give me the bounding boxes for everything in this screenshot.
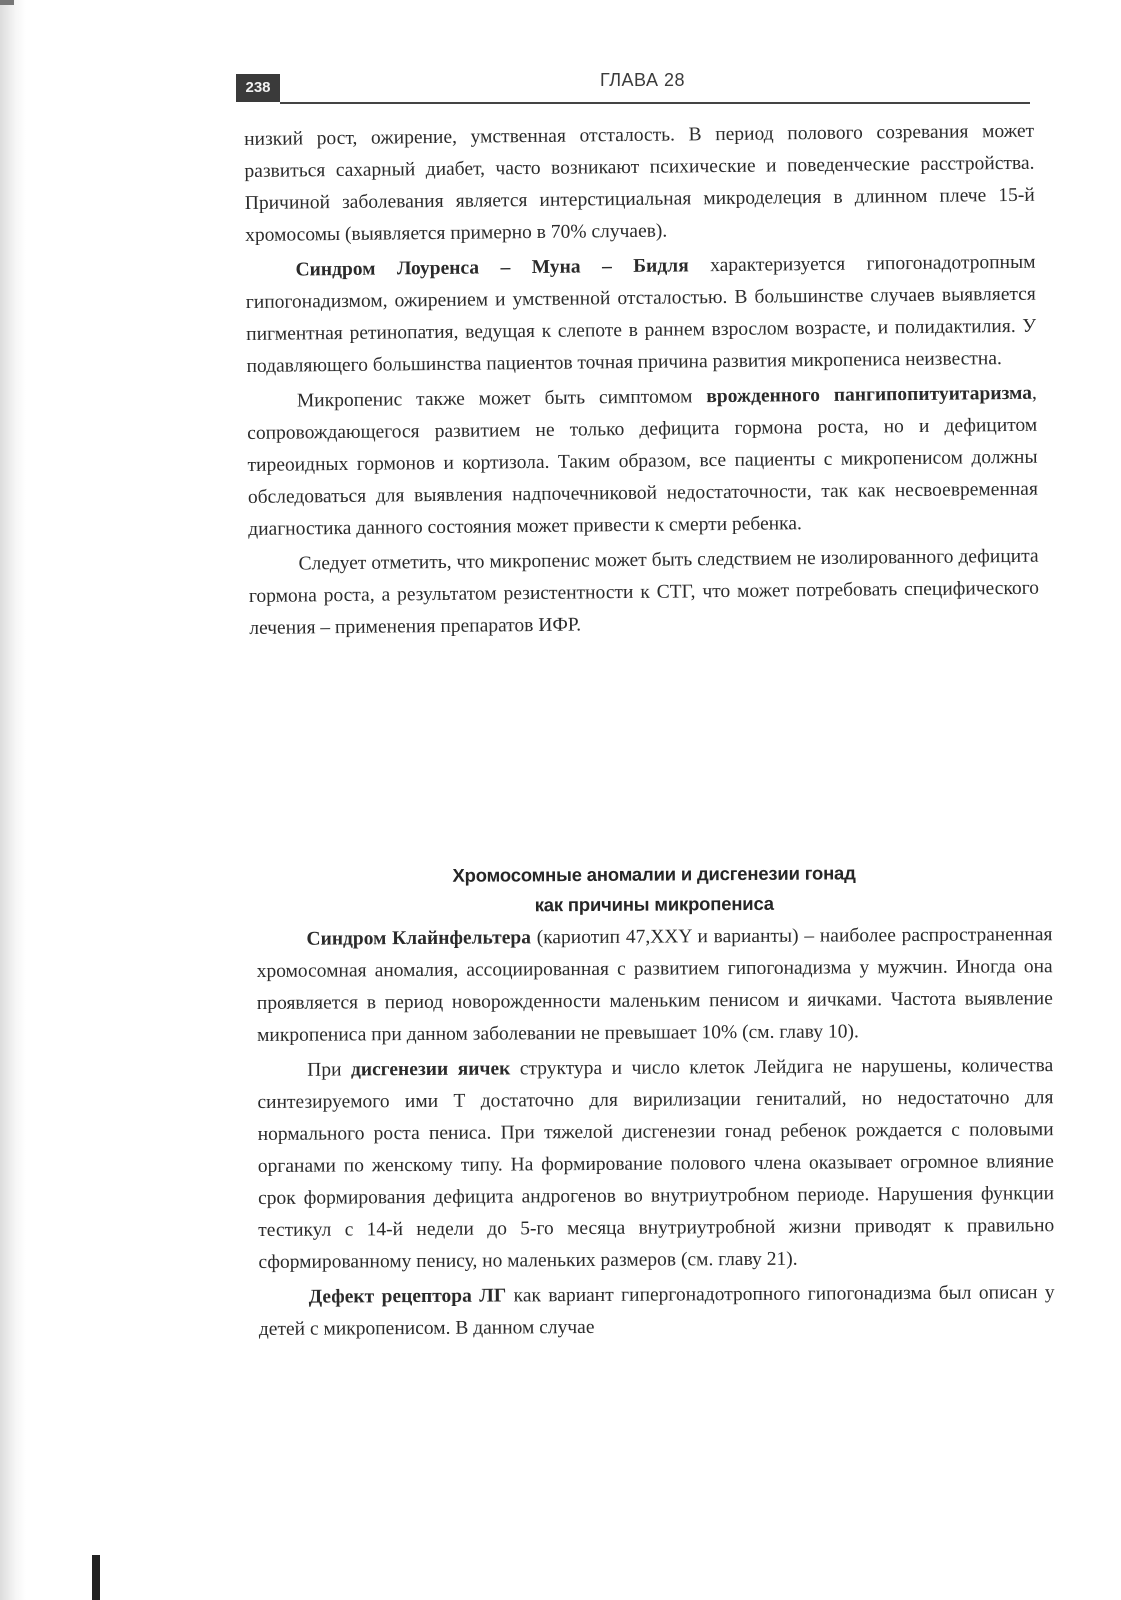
text-run: характеризуется гипогонадотропным гипогонадизмом, ожирением и умственной отсталостью. В большинстве случаев выявляется пигментная ретинопатия, ведущая к слепоте в раннем взрослом возрасте, и полидактилия. У подавляющего большинства пациентов точная причина развития микропениса неизвестна. xyxy=(245,251,1037,377)
paragraph-4 xyxy=(248,541,1039,645)
text-run: , сопровождающегося развитием не только дефицита гормона роста, но и дефицитом тиреоидных гормонов и кортизола. Таким образом, все пациенты с микропенисом должны обследоваться для выявления надпочечниковой недостаточности, так как несвоевременная диагностика данного состояния может привести к смерти ребенка. xyxy=(247,382,1038,540)
section-heading-line-2: как причины микропениса xyxy=(534,892,774,916)
bold-term: врожденного пангипопитуитаризма xyxy=(706,382,1033,408)
paragraph-3 xyxy=(247,378,1039,546)
bold-term: дисгенезии яичек xyxy=(350,1058,511,1081)
scan-bottom-mark xyxy=(92,1555,100,1600)
text-run: структура и число клеток Лейдига не нарушены, количества синтезируемого ими Т достаточно для вирилизации гениталий, но недостаточно для нормального роста пениса. При тяжелой дисгенезии гонад ребенок рождается с половыми органами по женскому типу. На формирование полового члена оказывает огромное влияние срок формирования дефицита андрогенов во внутриутробном периоде. Нарушения функции тестикул с 14-й недели до 5-го месяца внутриутробной жизни приводят к правильно сформированному пенису, но маленьких размеров (см. главу 21). xyxy=(257,1055,1055,1273)
text-run: как вариант гипергонадотропного гипогонадизма был описан у детей с микропенисом. В данном случае xyxy=(258,1282,1055,1340)
bold-term: Дефект рецептора ЛГ xyxy=(308,1285,507,1308)
text-run: Следует отметить, что микропенис может быть следствием не изолированного дефицита гормона роста, а результатом резистентности к СТГ, что может потребовать специфического лечения – применения препаратов ИФР. xyxy=(248,545,1040,639)
body-text-top xyxy=(244,116,1039,645)
page-edge-shadow xyxy=(0,0,26,1600)
page-header xyxy=(236,72,1030,104)
scan-corner-mark xyxy=(0,0,14,5)
paragraph-5 xyxy=(256,919,1053,1052)
section-heading-line-1: Хромосомные аномалии и дисгенезии гонад xyxy=(452,862,856,886)
paragraph-6 xyxy=(257,1050,1054,1279)
paragraph-7 xyxy=(259,1277,1055,1346)
text-run: низкий рост, ожирение, умственная отсталость. В период полового созревания может развиться сахарный диабет, часто возникают психические и поведенческие расстройства. Причиной заболевания является интерстициальная микроделеция в длинном плече 15-й хромосомы (выявляется примерно в 70% случаев). xyxy=(244,120,1035,246)
text-run: (кариотип 47,XXY и варианты) – наиболее распространенная хромосомная аномалия, ассоциированная с развитием гипогонадизма у мужчин. Иногда она проявляется в период новорожденности маленьким пенисом и яичками. Частота выявление микропениса при данном заболевании не превышает 10% (см. главу 10). xyxy=(256,924,1053,1046)
paragraph-1 xyxy=(244,116,1035,252)
chapter-title: ГЛАВА 28 xyxy=(600,70,685,90)
section-chromosomal-anomalies xyxy=(256,857,1055,1346)
bold-term: Синдром Клайнфельтера xyxy=(306,927,531,950)
text-run: При xyxy=(307,1059,352,1081)
text-run: Микропенис также может быть симптомом xyxy=(296,386,707,412)
header-rule xyxy=(280,102,1030,104)
bold-term: Синдром Лоуренса – Муна – Бидля xyxy=(295,255,689,281)
page-number: 238 xyxy=(236,74,280,102)
section-heading xyxy=(256,857,1052,922)
paragraph-2 xyxy=(245,247,1036,383)
